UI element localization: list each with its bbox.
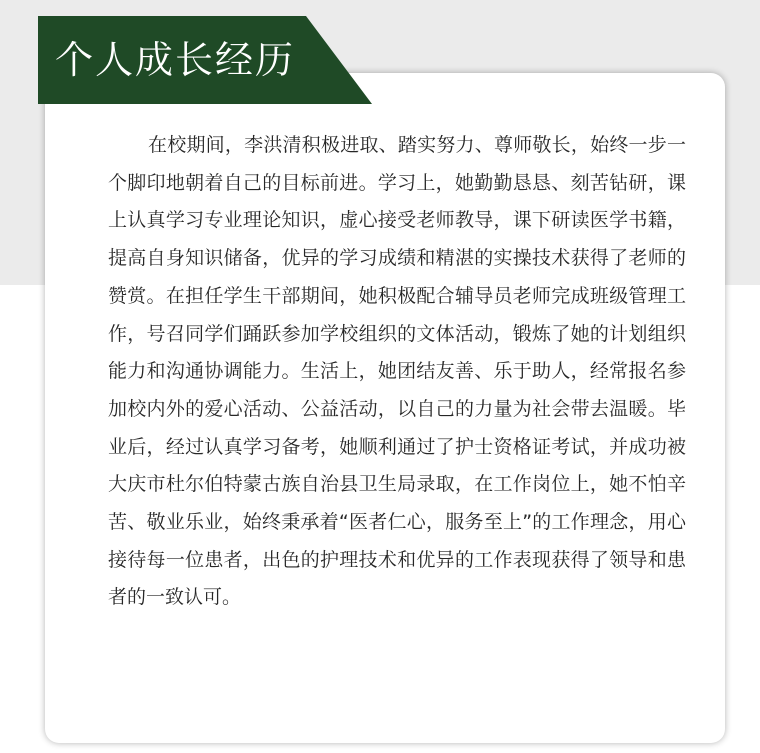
article-paragraph: 在校期间，李洪清积极进取、踏实努力、尊师敬长，始终一步一个脚印地朝着自己的目标前进。学习上，她勤勤恳恳、刻苦钻研，课上认真学习专业理论知识，虚心接受老师教导，课下研读医学书籍，提高自身知识储备，优异的学习成绩和精湛的实操技术获得了老师的赞赏。在担任学生干部期间，她积极配合辅导员老师完成班级管理工作，号召同学们踊跃参加学校组织的文体活动，锻炼了她的计划组织能力和沟通协调能力。生活上，她团结友善、乐于助人，经常报名参加校内外的爱心活动、公益活动，以自己的力量为社会带去温暖。毕业后，经过认真学习备考，她顺利通过了护士资格证考试，并成功被大庆市杜尔伯特蒙古族自治县卫生局录取，在工作岗位上，她不怕辛苦、敬业乐业，始终秉承着“医者仁心，服务至上”的工作理念，用心接待每一位患者，出色的护理技术和优异的工作表现获得了领导和患者的一致认可。 <box>108 134 686 609</box>
section-title: 个人成长经历 <box>55 38 296 82</box>
